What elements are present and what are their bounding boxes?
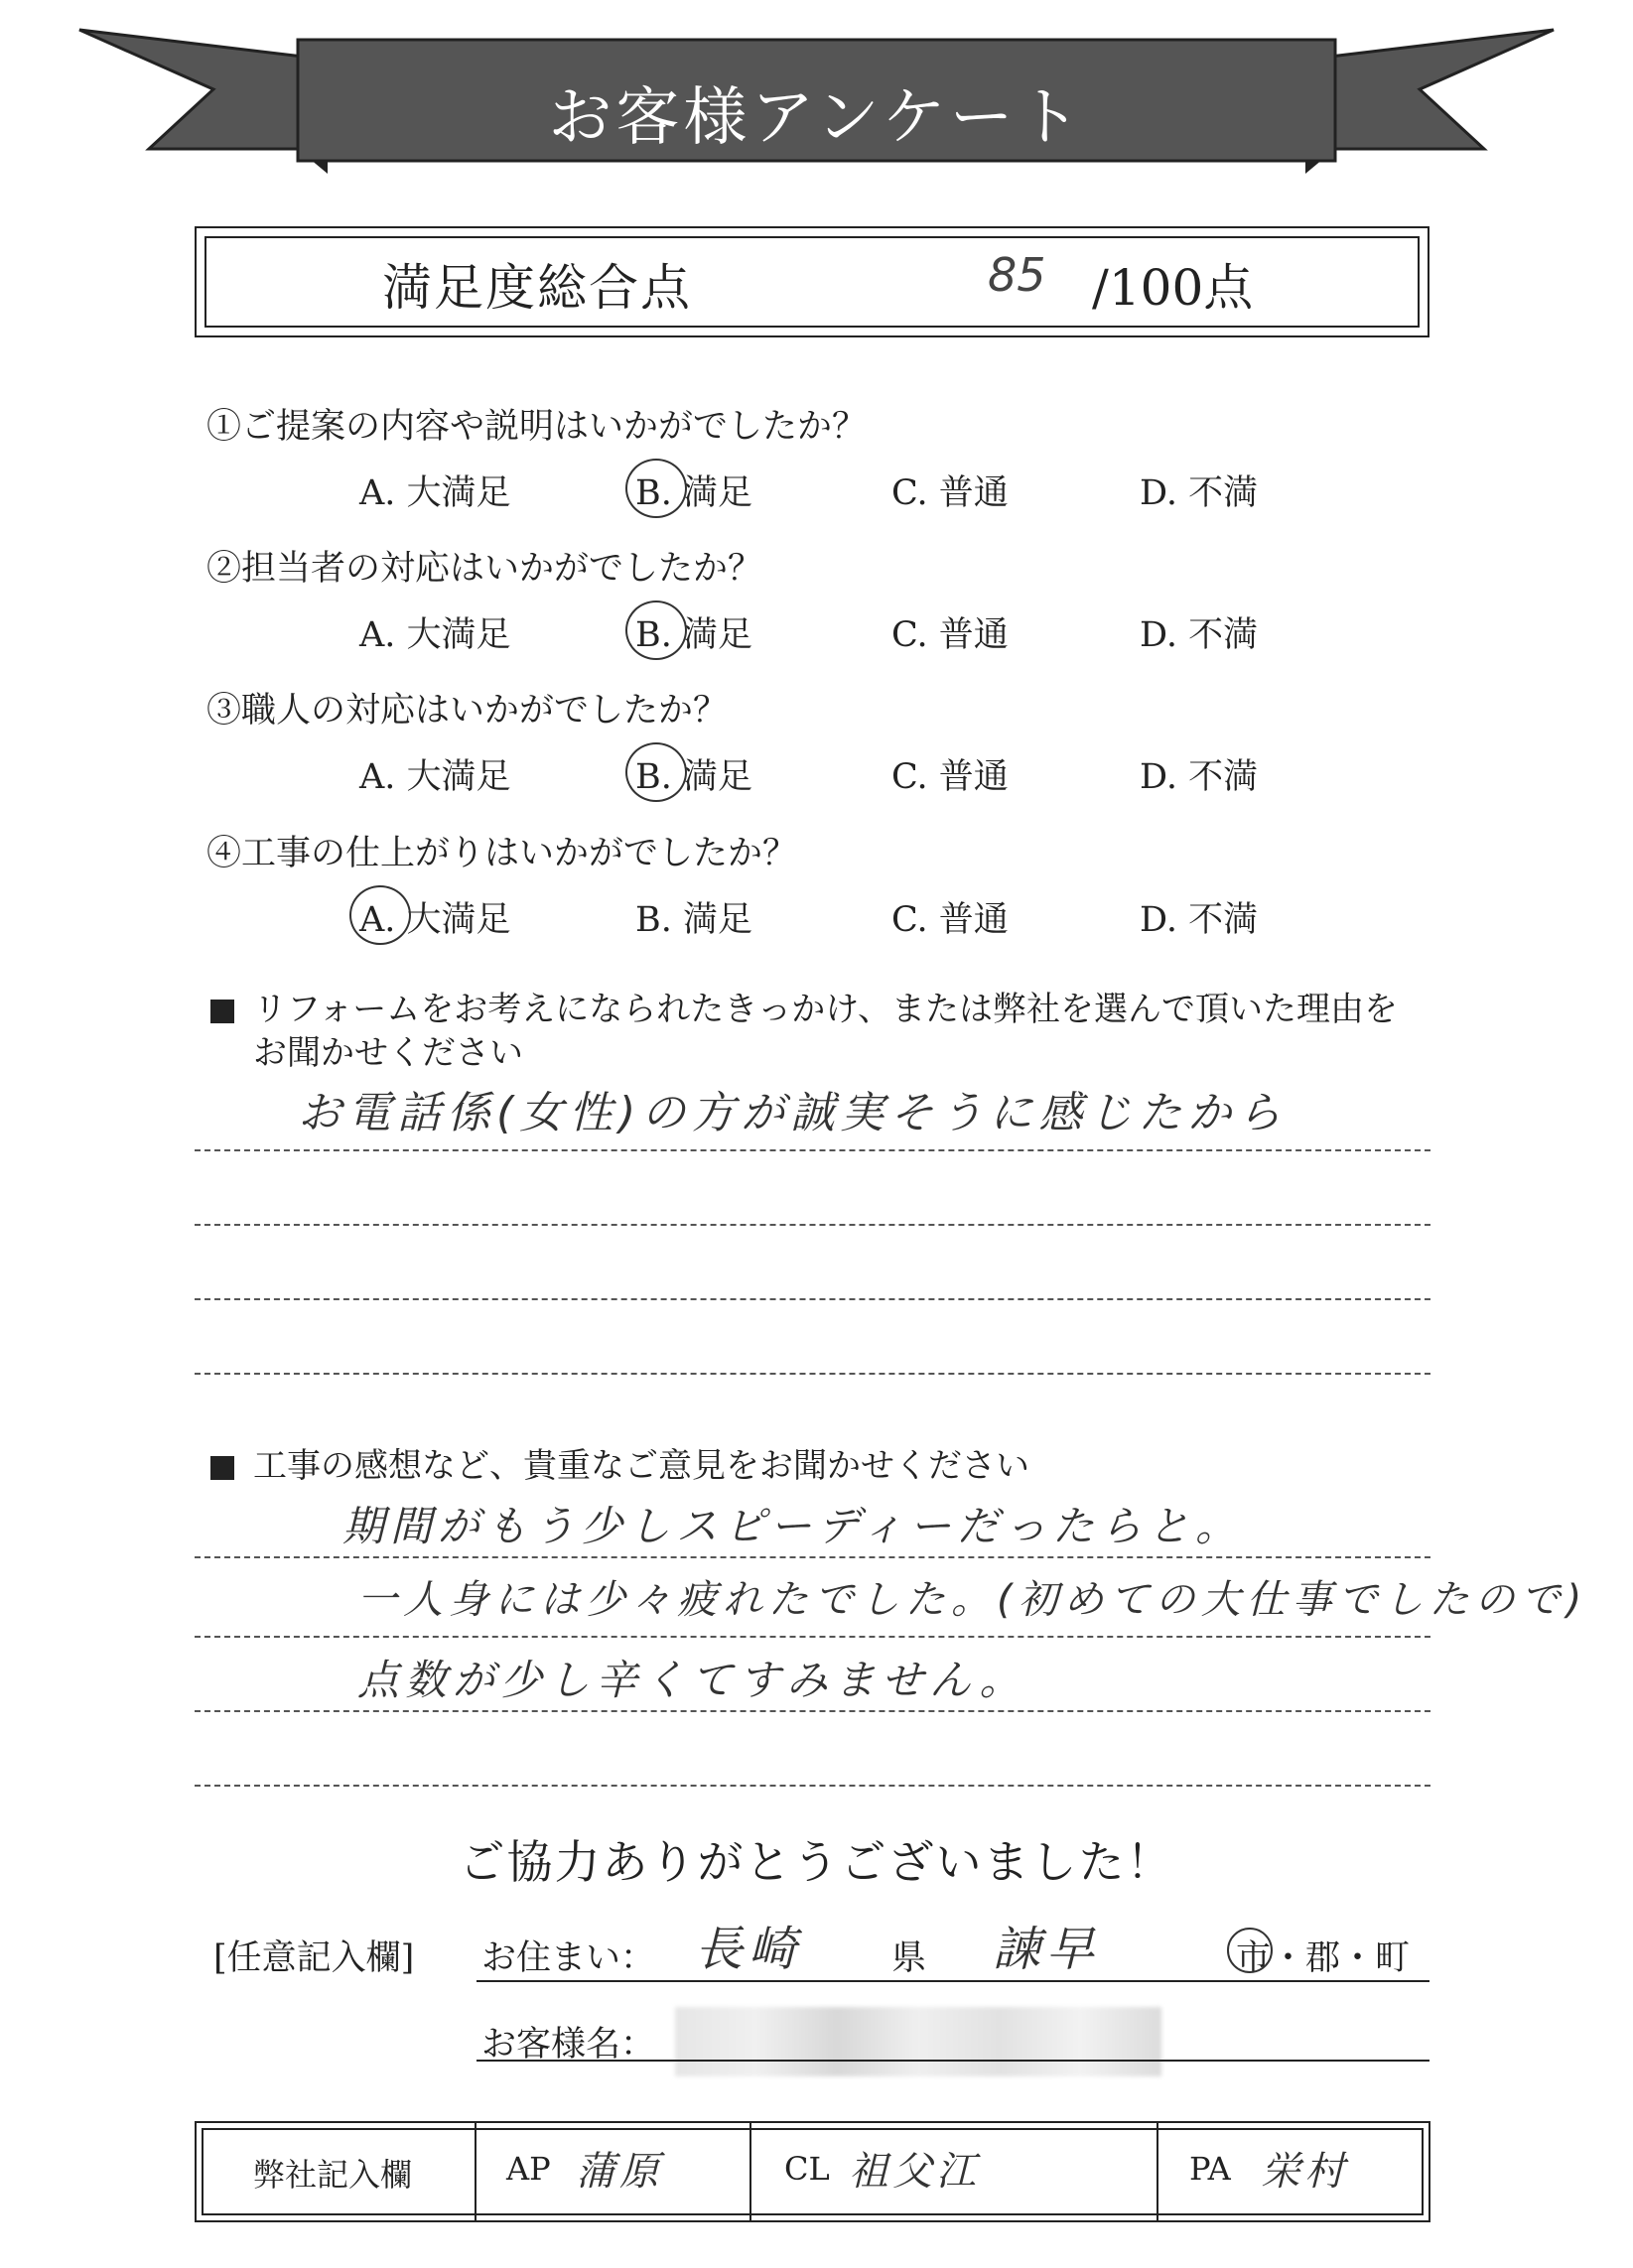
section-bullet [210,1456,234,1480]
city-selected-circle [1227,1928,1273,1973]
feedback-answer-line: 点数が少し辛くてすみません。 [357,1656,1027,1704]
answer-option[interactable]: A. 大満足 [359,757,511,797]
table-divider [1157,2121,1158,2222]
cl-value: 祖父江 [849,2149,980,2195]
answer-option[interactable]: C. 普通 [891,757,1009,797]
reason-answer: お電話係(女性)の方が誠実そうに感じたから [298,1088,1288,1138]
customer-name-label: お客様名： [481,2025,656,2065]
name-underline [476,2060,1429,2062]
redacted-name [675,2007,1161,2076]
answer-line [195,1224,1430,1226]
address-label: お住まい： [481,1938,656,1978]
feedback-answer-line: 期間がもう少しスピーディーだったらと。 [342,1502,1243,1550]
answer-option[interactable]: C. 普通 [891,615,1009,655]
city-value: 諫早 [993,1922,1101,1977]
score-label: 満足度総合点 [382,259,692,317]
feedback-answer-line: 一人身には少々疲れたでした。(初めての大仕事でしたので) [357,1577,1588,1623]
answer-line [195,1710,1430,1712]
company-label: 弊社記入欄 [253,2156,413,2194]
score-max-label: /100点 [1092,259,1254,317]
pa-label: PA [1189,2150,1231,2188]
ap-label: AP [506,2150,551,2188]
answer-line [195,1785,1430,1787]
selected-answer-circle [349,885,411,945]
answer-option[interactable]: D. 不満 [1140,615,1259,655]
selected-answer-circle [625,459,687,518]
city-type-options: 市・郡・町 [1236,1938,1411,1978]
answer-option[interactable]: B. 満足 [635,473,752,513]
optional-section-label: [任意記入欄] [213,1938,415,1978]
answer-option[interactable]: D. 不満 [1140,900,1259,940]
selected-answer-circle [625,600,687,660]
pa-value: 栄村 [1261,2149,1348,2195]
table-divider [749,2121,751,2222]
question-text: ③職人の対応はいかがでしたか？ [206,691,729,731]
question-text: ①ご提案の内容や説明はいかがでしたか？ [206,407,868,447]
reason-prompt-line1: リフォームをお考えになられたきっかけ、または弊社を選んで頂いた理由を [253,990,1398,1029]
answer-line [195,1556,1430,1558]
prefecture-value: 長崎 [695,1922,803,1977]
answer-option[interactable]: B. 満足 [635,615,752,655]
table-divider [475,2121,476,2222]
answer-option[interactable]: B. 満足 [635,900,752,940]
answer-line [195,1298,1430,1300]
answer-option[interactable]: D. 不満 [1140,757,1259,797]
answer-line [195,1373,1430,1375]
thanks-message: ご協力ありがとうございました！ [459,1835,1174,1889]
score-value: 85 [988,248,1046,302]
reason-prompt-line2: お聞かせください [253,1033,523,1073]
section-bullet [210,1000,234,1023]
answer-option[interactable]: B. 満足 [635,757,752,797]
feedback-prompt: 工事の感想など、貴重なご意見をお聞かせください [253,1446,1029,1486]
question-text: ④工事の仕上がりはいかがでしたか？ [206,834,798,873]
answer-line [195,1636,1430,1638]
answer-option[interactable]: A. 大満足 [359,900,511,940]
answer-option[interactable]: A. 大満足 [359,473,511,513]
cl-label: CL [784,2150,830,2188]
question-text: ②担当者の対応はいかがでしたか？ [206,549,763,589]
address-underline [476,1980,1429,1982]
selected-answer-circle [625,742,687,802]
answer-line [195,1149,1430,1151]
answer-option[interactable]: A. 大満足 [359,615,511,655]
page-title: お客様アンケート [548,81,1085,155]
answer-option[interactable]: C. 普通 [891,473,1009,513]
answer-option[interactable]: C. 普通 [891,900,1009,940]
answer-option[interactable]: D. 不満 [1140,473,1259,513]
ap-value: 蒲原 [576,2149,663,2195]
prefecture-suffix: 県 [891,1938,927,1978]
